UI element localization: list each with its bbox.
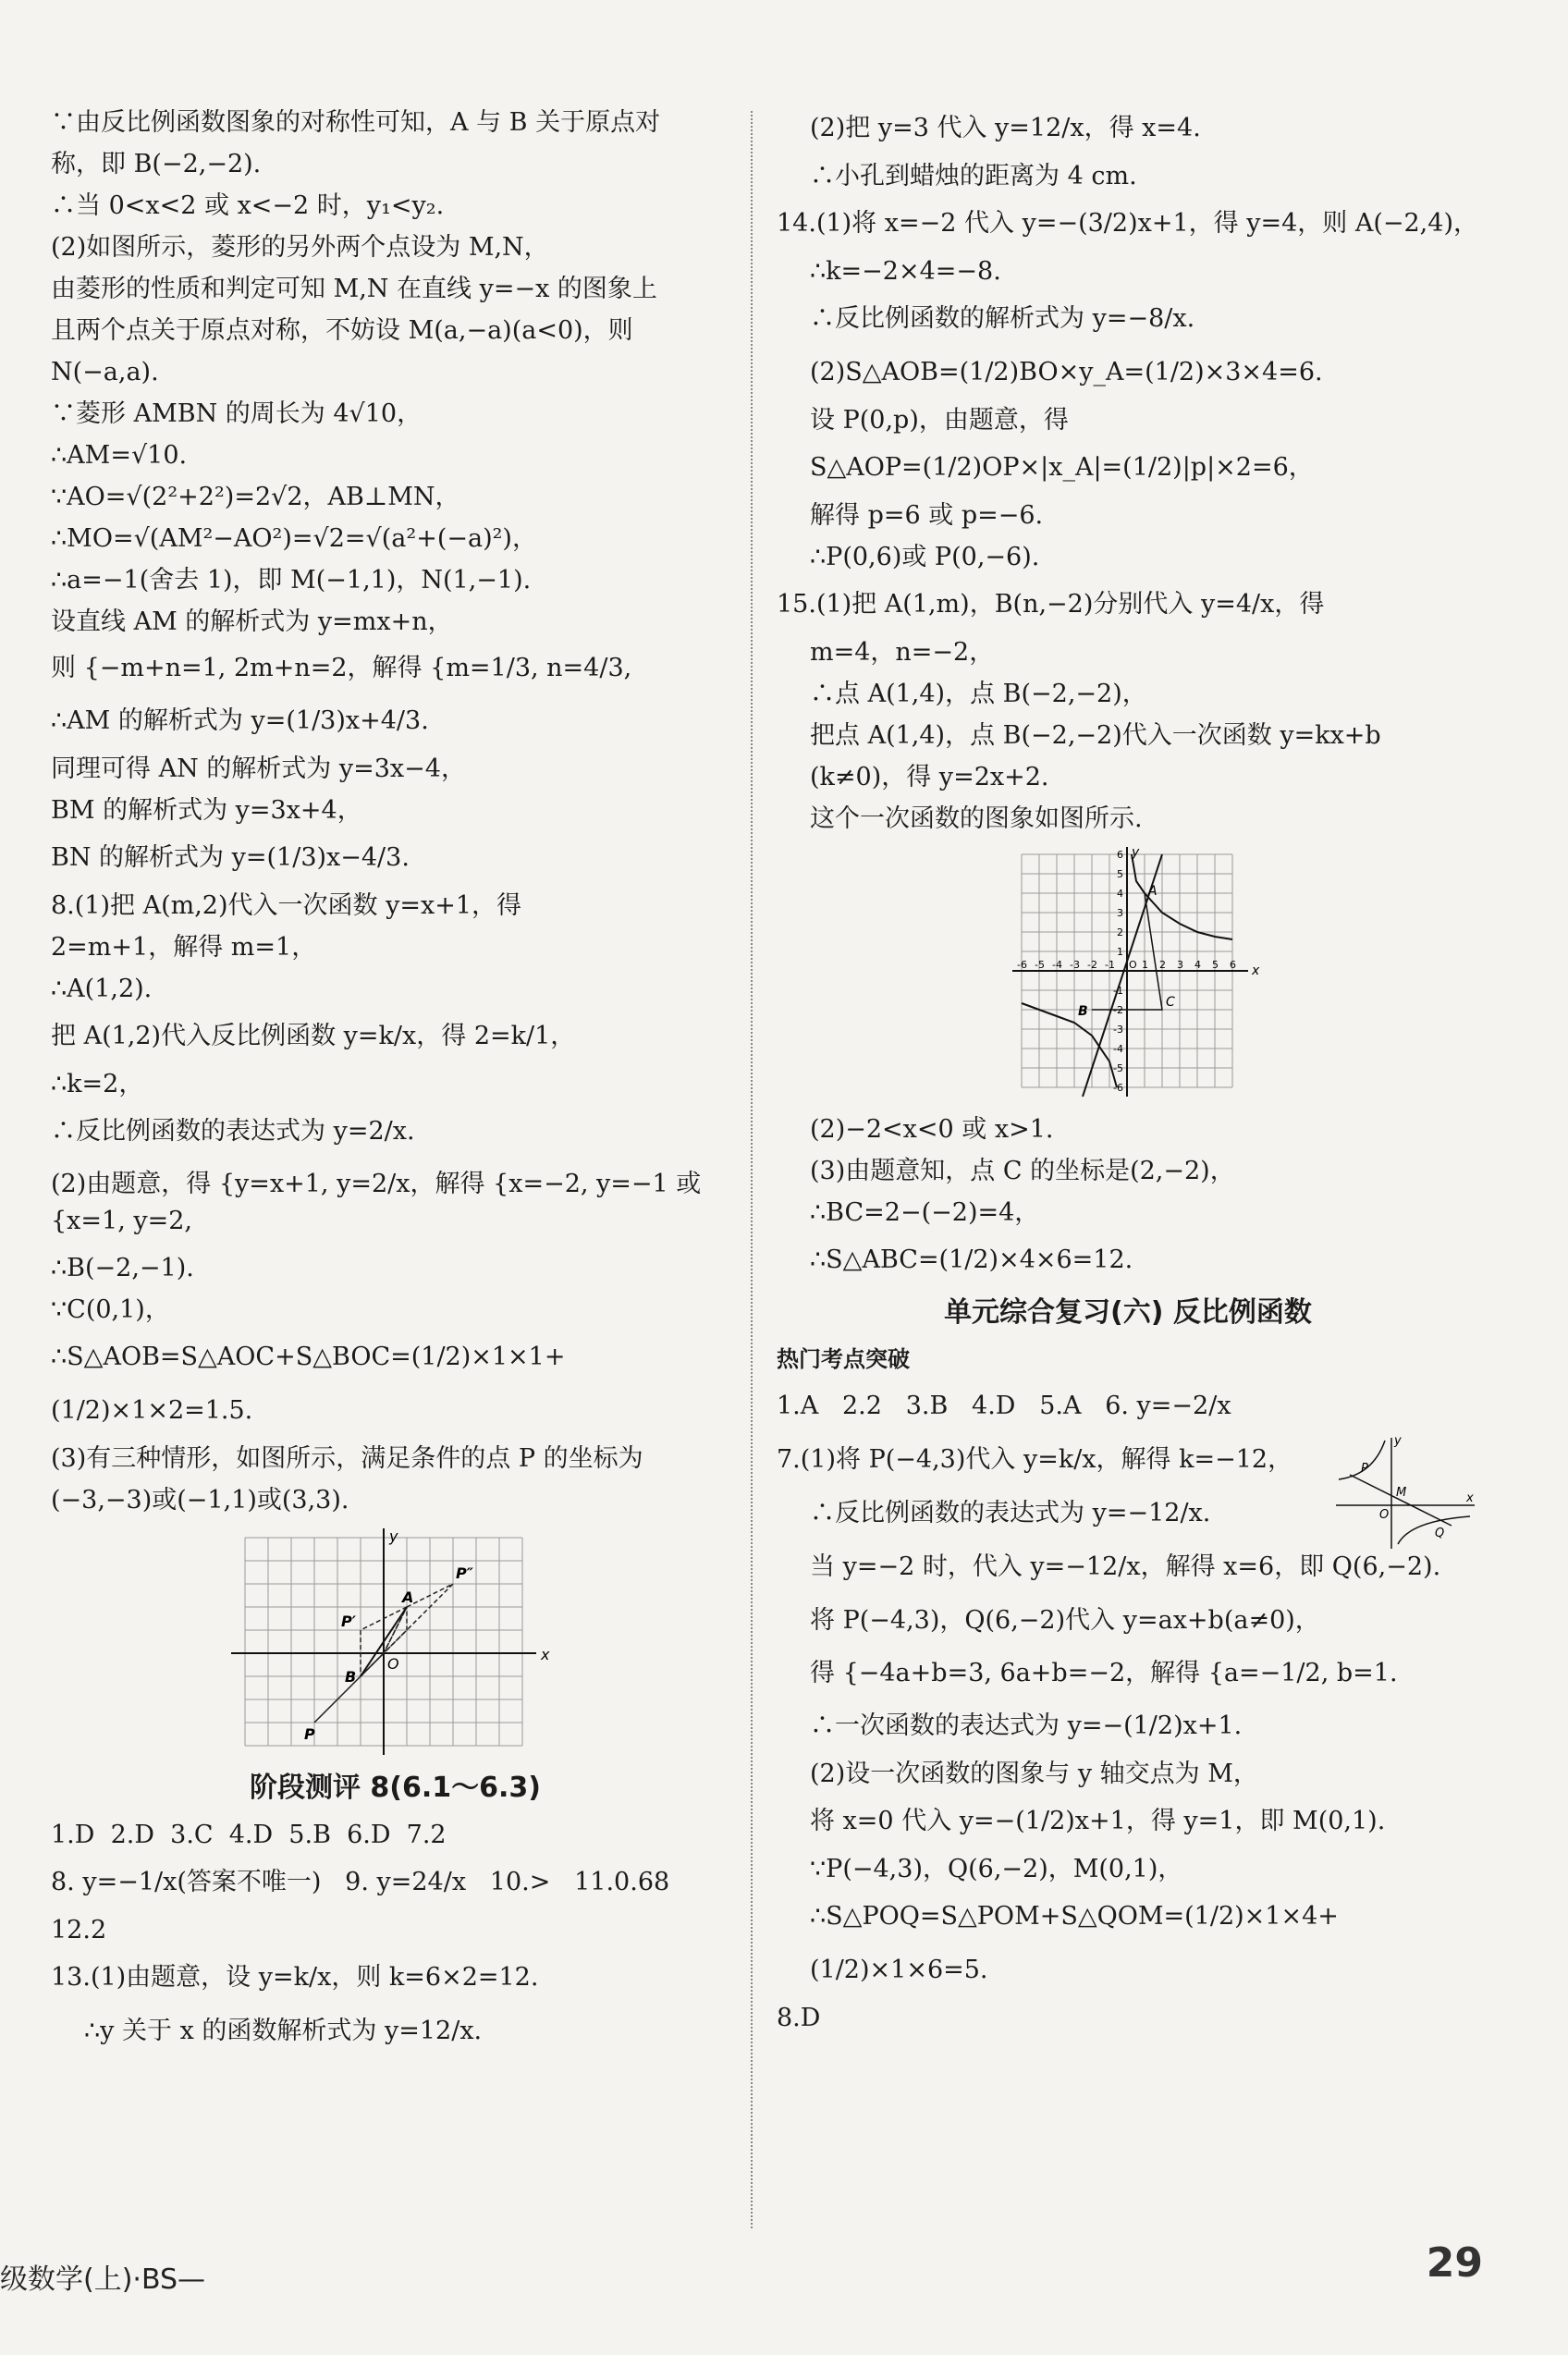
text-line: (3)有三种情形，如图所示，满足条件的点 P 的坐标为 — [51, 1444, 643, 1473]
answer-line: 8.D — [777, 2004, 821, 2032]
text-line: BM 的解析式为 y=3x+4， — [51, 796, 362, 825]
unit-review-title: 单元综合复习(六) 反比例函数 — [944, 1296, 1312, 1329]
answer-line: 12.2 — [51, 1916, 107, 1944]
text-line: ∴小孔到蜡烛的距离为 4 cm. — [810, 162, 1137, 190]
question-13: 13.(1)由题意，设 y=k/x，则 k=6×2=12. — [51, 1963, 539, 1992]
text-line: m=4，n=−2， — [810, 638, 995, 667]
point-p1-label: P′ — [341, 1613, 356, 1630]
text-line: ∴B(−2,−1). — [51, 1254, 194, 1282]
hyperbola-branch-q3 — [1022, 1003, 1117, 1087]
x-tick-label: O — [1129, 959, 1137, 971]
point-p-label: P — [1361, 1462, 1368, 1476]
left-column — [51, 102, 740, 2058]
page-number: 29 — [1426, 2239, 1483, 2287]
answer-line: 8. y=−1/x(答案不唯一) 9. y=24/x 10.> 11.0.68 — [51, 1868, 670, 1896]
x-tick-label: -6 — [1017, 959, 1027, 971]
text-line: 由菱形的性质和判定可知 M,N 在直线 y=−x 的图象上 — [51, 275, 657, 303]
answer-line: 1.D 2.D 3.C 4.D 5.B 6.D 7.2 — [51, 1821, 447, 1849]
math-line: 当 y=−2 时，代入 y=−12/x，解得 x=6，即 Q(6,−2). — [810, 1552, 1441, 1581]
text-line: ∴a=−1(舍去 1)，即 M(−1,1)，N(1,−1). — [51, 566, 532, 595]
math-line: ∴反比例函数的表达式为 y=2/x. — [51, 1117, 415, 1146]
text-line: (2)如图所示，菱形的另外两个点设为 M,N， — [51, 233, 549, 262]
y-tick-label: -5 — [1113, 1062, 1123, 1074]
y-tick-label: -2 — [1113, 1004, 1123, 1016]
section-title: 阶段测评 8(6.1～6.3) — [249, 1772, 542, 1804]
math-line: ∴一次函数的表达式为 y=−(1/2)x+1. — [810, 1711, 1243, 1740]
question-14: 14.(1)将 x=−2 代入 y=−(3/2)x+1，得 y=4，则 A(−2,4)， — [777, 209, 1478, 238]
text-line: (2)−2<x<0 或 x>1. — [810, 1115, 1054, 1144]
text-line: (2)设一次函数的图象与 y 轴交点为 M， — [810, 1760, 1258, 1788]
text-line: ∵由反比例函数图象的对称性可知，A 与 B 关于原点对 — [51, 108, 661, 137]
x-tick-label: -3 — [1070, 959, 1080, 971]
text-line: ∴当 0<x<2 或 x<−2 时，y₁<y₂. — [51, 191, 445, 220]
origin-label: O — [387, 1655, 399, 1673]
function-graph-figure — [1008, 847, 1285, 1101]
text-line: (−3,−3)或(−1,1)或(3,3). — [51, 1486, 349, 1515]
equation-system: 则 {−m+n=1, 2m+n=2，解得 {m=1/3, n=4/3, — [51, 654, 632, 682]
linear-line — [1350, 1475, 1452, 1526]
x-tick-label: -5 — [1035, 959, 1045, 971]
text-line: ∴k=2， — [51, 1070, 144, 1098]
y-tick-label: 3 — [1117, 907, 1123, 919]
math-line: (2)S△AOB=(1/2)BO×y_A=(1/2)×3×4=6. — [810, 358, 1323, 386]
text-line: ∵C(0,1)， — [51, 1295, 170, 1324]
y-label: y — [1132, 847, 1140, 860]
y-tick-label: 6 — [1117, 849, 1123, 861]
hyperbola-sketch-figure — [1331, 1433, 1479, 1553]
math-line: 将 x=0 代入 y=−(1/2)x+1，得 y=1，即 M(0,1). — [810, 1807, 1386, 1835]
math-line: ∴y 关于 x 的函数解析式为 y=12/x. — [84, 2017, 483, 2045]
point-b-label: B — [345, 1668, 357, 1686]
text-line: 设 P(0,p)，由题意，得 — [810, 406, 1069, 435]
math-line: 把 A(1,2)代入反比例函数 y=k/x，得 2=k/1， — [51, 1022, 576, 1050]
text-line: 2=m+1，解得 m=1， — [51, 933, 317, 962]
point-p2-label: P″ — [456, 1564, 473, 1582]
y-tick-label: 2 — [1117, 926, 1123, 938]
x-tick-label: 6 — [1230, 959, 1236, 971]
text-line: ∴MO=√(AM²−AO²)=√2=√(a²+(−a)²)， — [51, 524, 537, 553]
point-a-label: A — [402, 1588, 414, 1606]
math-line: ∴AM 的解析式为 y=(1/3)x+4/3. — [51, 706, 429, 735]
y-tick-label: -4 — [1113, 1043, 1123, 1055]
math-line: 将 P(−4,3)，Q(6,−2)代入 y=ax+b(a≠0)， — [810, 1606, 1320, 1635]
math-line: S△AOP=(1/2)OP×|x_A|=(1/2)|p|×2=6， — [810, 453, 1314, 482]
text-line: 设直线 AM 的解析式为 y=mx+n， — [51, 607, 453, 636]
hyperbola-lower-right — [1398, 1516, 1470, 1544]
y-tick-label: -1 — [1113, 985, 1123, 997]
x-axis-label: x — [541, 1646, 550, 1663]
text-line: (k≠0)，得 y=2x+2. — [810, 763, 1049, 791]
text-line: ∴P(0,6)或 P(0,−6). — [810, 543, 1040, 571]
text-line: ∵菱形 AMBN 的周长为 4√10， — [51, 399, 423, 428]
text-line: ∴AM=√10. — [51, 441, 188, 470]
x-tick-label: 2 — [1159, 959, 1166, 971]
text-line: 称，即 B(−2,−2). — [51, 150, 262, 178]
parallelogram-grid-figure — [217, 1528, 569, 1755]
equation-system: (2)由题意，得 {y=x+1, y=2/x，解得 {x=−2, y=−1 或 {x=1, y=2, — [51, 1170, 709, 1235]
column-divider — [751, 111, 753, 2228]
question-15: 15.(1)把 A(1,m)，B(n,−2)分别代入 y=4/x，得 — [777, 590, 1325, 619]
origin-label: O — [1379, 1508, 1390, 1522]
question-8: 8.(1)把 A(m,2)代入一次函数 y=x+1，得 — [51, 891, 522, 920]
point-b-label: B — [1078, 1004, 1088, 1019]
text-line: ∴点 A(1,4)，点 B(−2,−2)， — [810, 680, 1147, 708]
math-line: ∴反比例函数的表达式为 y=−12/x. — [810, 1499, 1211, 1527]
math-line: (2)把 y=3 代入 y=12/x，得 x=4. — [810, 114, 1201, 142]
math-line: ∴S△AOB=S△AOC+S△BOC=(1/2)×1×1+(1/2)×1×2=1.5. — [51, 1343, 566, 1425]
point-p-label: P — [304, 1725, 315, 1743]
equation-system: 得 {−4a+b=3, 6a+b=−2，解得 {a=−1/2, b=1. — [810, 1659, 1398, 1687]
y-tick-label: 1 — [1117, 946, 1123, 958]
text-line: ∵P(−4,3)，Q(6,−2)，M(0,1)， — [810, 1855, 1183, 1883]
math-line: ∴S△ABC=(1/2)×4×6=12. — [810, 1245, 1133, 1274]
y-label: y — [1394, 1434, 1402, 1448]
text-line: 这个一次函数的图象如图所示. — [810, 804, 1143, 833]
text-line: (3)由题意知，点 C 的坐标是(2,−2)， — [810, 1157, 1235, 1185]
x-tick-label: 3 — [1177, 959, 1183, 971]
y-tick-label: -3 — [1113, 1024, 1123, 1036]
x-tick-label: -1 — [1105, 959, 1115, 971]
y-tick-label: 5 — [1117, 868, 1123, 880]
footer-book-title: 级数学(上)·BS— — [0, 2263, 206, 2296]
question-7-block — [777, 1433, 1479, 1540]
text-line: ∴k=−2×4=−8. — [810, 257, 1001, 286]
answer-line: 1.A 2.2 3.B 4.D 5.A 6. y=−2/x — [777, 1392, 1231, 1420]
text-line: ∴A(1,2). — [51, 975, 153, 1003]
x-tick-label: -4 — [1052, 959, 1062, 971]
point-q-label: Q — [1435, 1527, 1445, 1540]
y-tick-label: 4 — [1117, 888, 1123, 900]
text-line: 解得 p=6 或 p=−6. — [810, 501, 1044, 530]
x-label: x — [1466, 1491, 1474, 1505]
text-line: N(−a,a). — [51, 358, 159, 386]
point-m-label: M — [1396, 1486, 1407, 1500]
y-axis-label: y — [389, 1528, 398, 1545]
question-7: 7.(1)将 P(−4,3)代入 y=k/x，解得 k=−12， — [777, 1445, 1293, 1474]
math-line: ∴S△POQ=S△POM+S△QOM=(1/2)×1×4+(1/2)×1×6=5. — [810, 1902, 1339, 1984]
text-line: ∵AO=√(2²+2²)=2√2，AB⊥MN， — [51, 483, 460, 511]
x-tick-label: 5 — [1212, 959, 1219, 971]
x-tick-label: 4 — [1194, 959, 1201, 971]
x-tick-label: -2 — [1087, 959, 1097, 971]
math-line: BN 的解析式为 y=(1/3)x−4/3. — [51, 843, 410, 872]
point-c-label: C — [1166, 995, 1175, 1010]
hot-topics-heading: 热门考点突破 — [777, 1346, 910, 1372]
x-label: x — [1252, 963, 1260, 978]
math-line: ∴反比例函数的解析式为 y=−8/x. — [810, 304, 1195, 333]
hyperbola-branch-q1 — [1132, 854, 1232, 939]
text-line: 且两个点关于原点对称，不妨设 M(a,−a)(a<0)，则 — [51, 316, 633, 345]
text-line: ∴BC=2−(−2)=4， — [810, 1198, 1040, 1227]
x-tick-label: 1 — [1142, 959, 1148, 971]
point-a-label: A — [1148, 884, 1158, 899]
text-line: 同理可得 AN 的解析式为 y=3x−4， — [51, 754, 466, 783]
y-tick-label: -6 — [1113, 1082, 1123, 1094]
text-line: 把点 A(1,4)，点 B(−2,−2)代入一次函数 y=kx+b — [810, 721, 1381, 750]
right-column — [777, 102, 1479, 2039]
